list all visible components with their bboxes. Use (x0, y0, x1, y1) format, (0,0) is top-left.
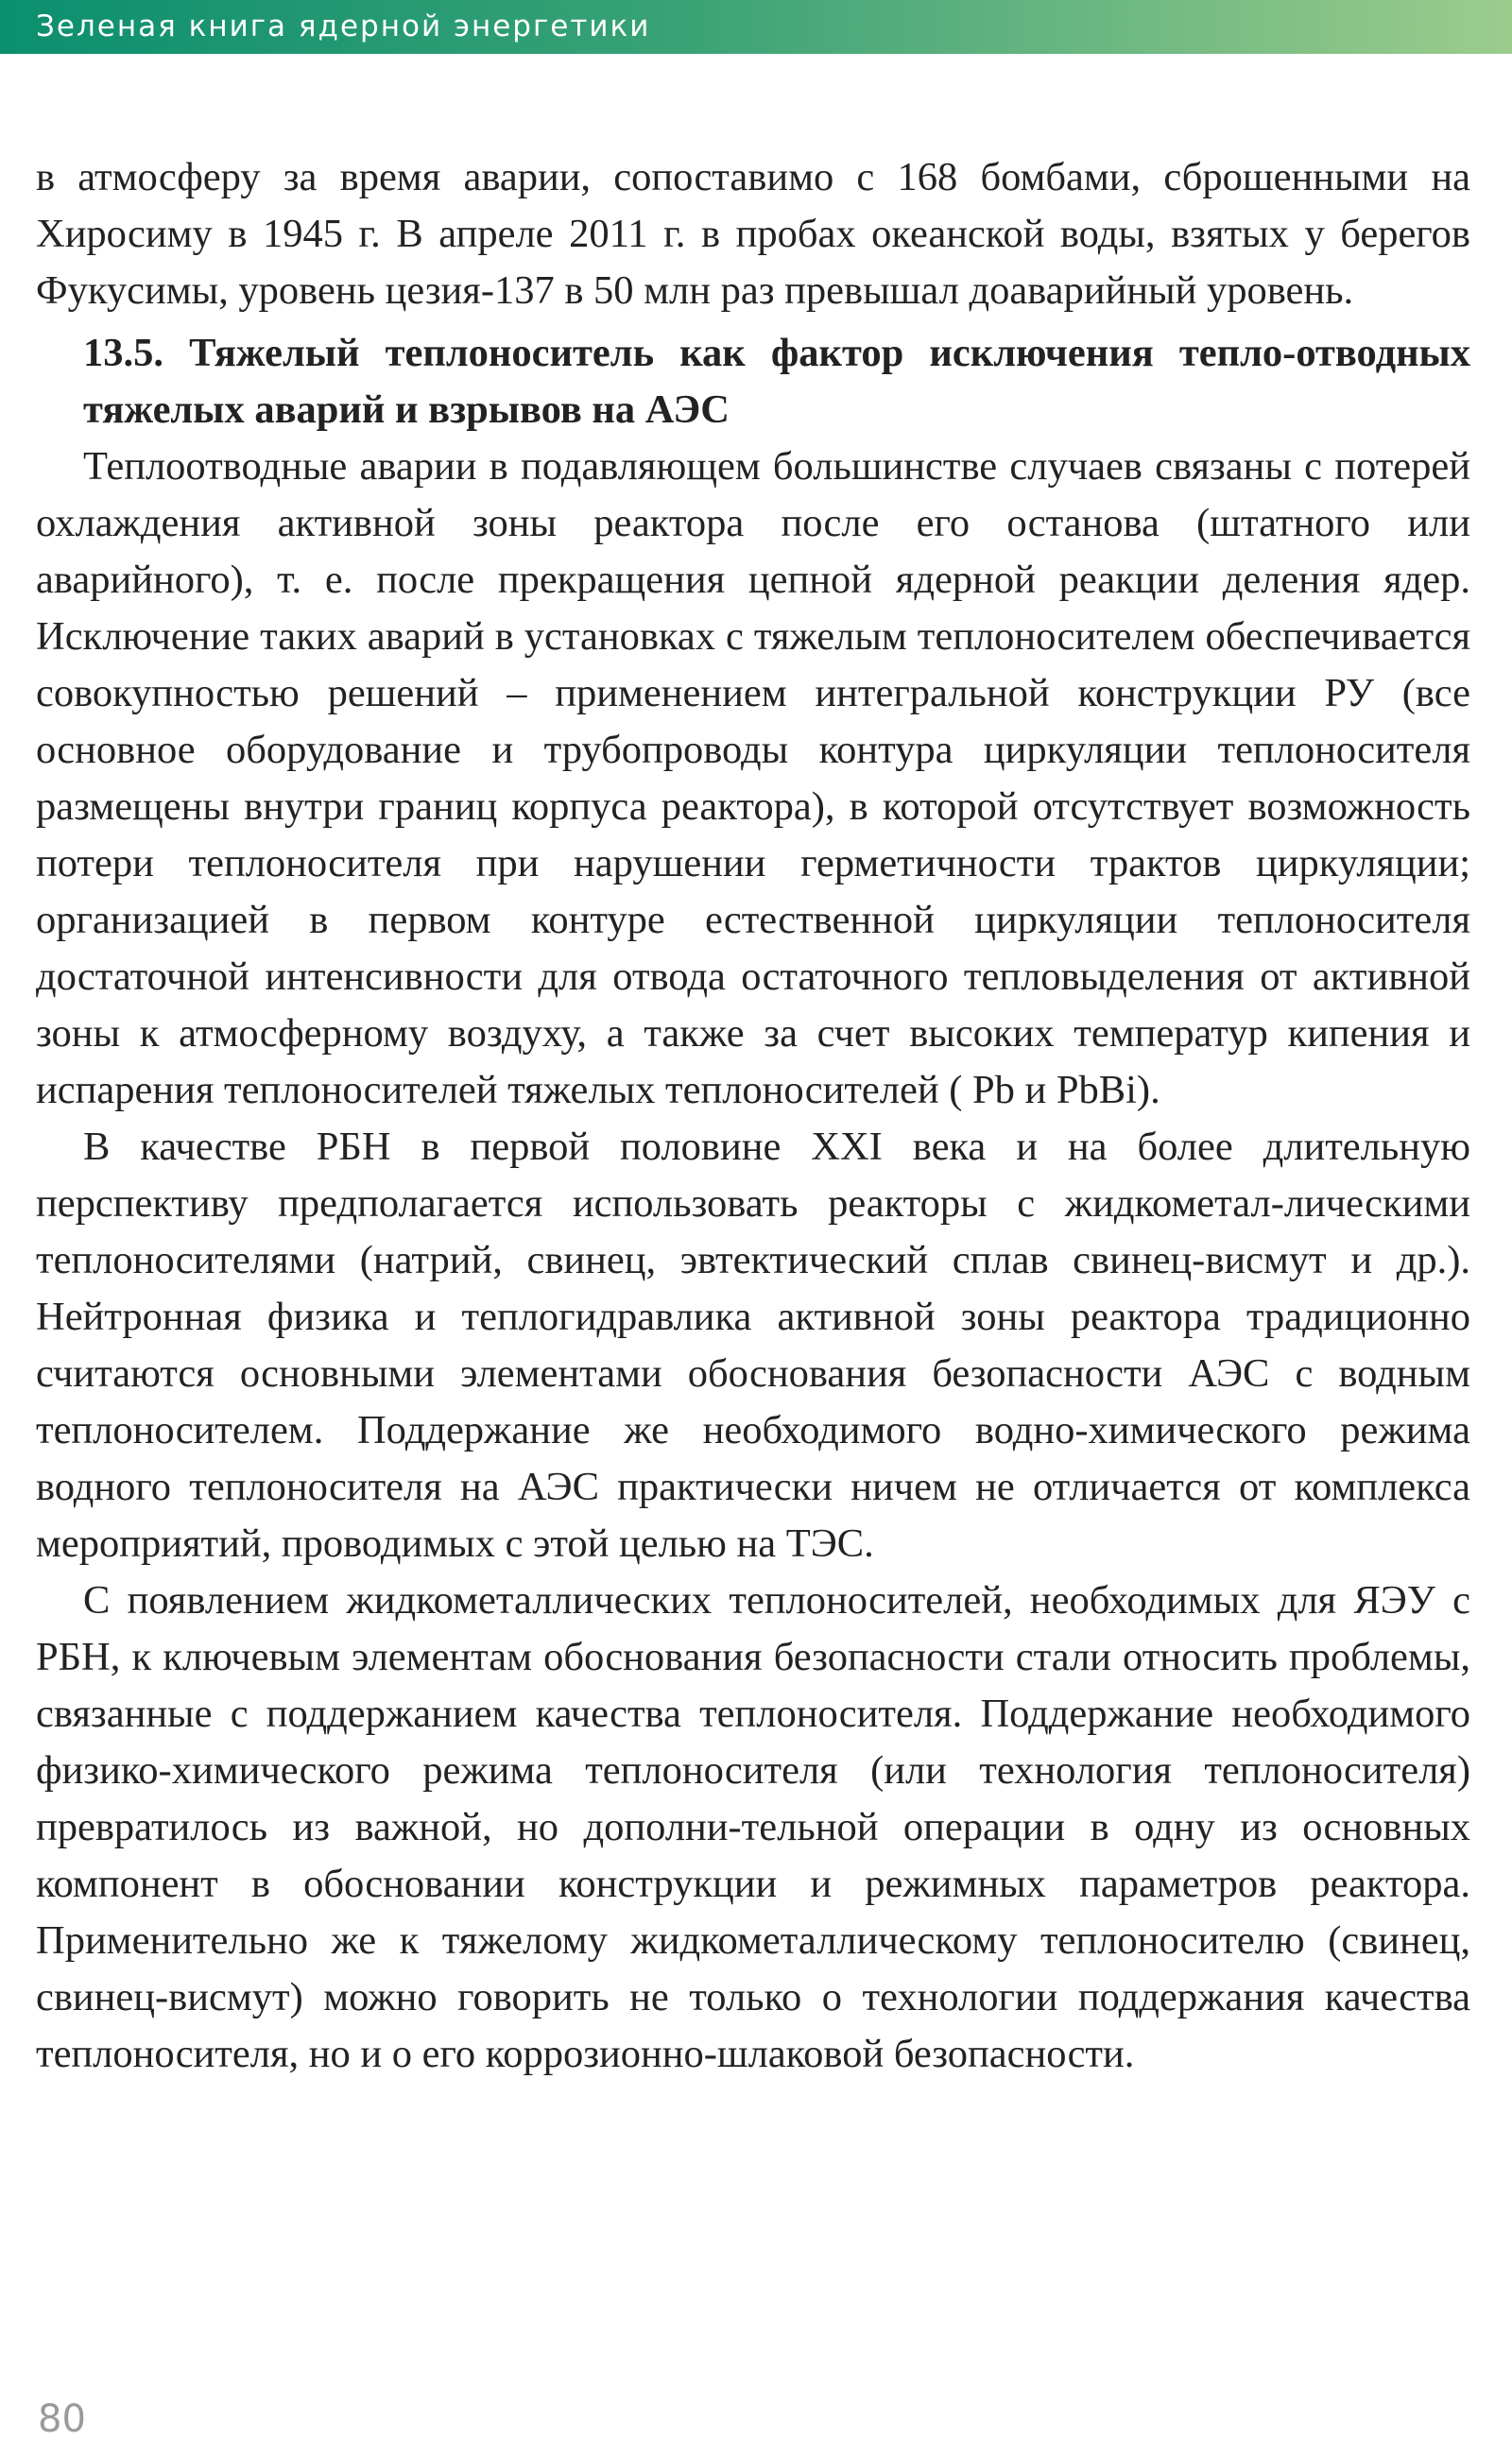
body-paragraph-2: В качестве РБН в первой половине XXI века и на более длительную перспективу предполагается использовать реакторы с жидкометал-лическими теплоносителями (натрий, свинец, эвтектический сплав свинец-висмут и др.). Нейтронная физика и теплогидравлика активной зоны реактора традиционно считаются основными элементами обоснования безопасности АЭС с водным теплоносителем. Поддержание же необходимого водно-химического режима водного теплоносителя на АЭС практически ничем не отличается от комплекса мероприятий, проводимых с этой целью на ТЭС. (36, 1125, 1470, 1566)
body-paragraph-3: С появлением жидкометаллических теплоносителей, необходимых для ЯЭУ с РБН, к ключевым элементам обоснования безопасности стали относить проблемы, связанные с поддержанием качества теплоносителя. Поддержание необходимого физико-химического режима теплоносителя (или технология теплоносителя) превратилось из важной, но дополни-тельной операции в одну из основных компонент в обосновании конструкции и режимных параметров реактора. Применительно же к тяжелому жидкометаллическому теплоносителю (свинец, свинец-висмут) можно говорить не только о технологии поддержания качества теплоносителя, но и о его коррозионно-шлаковой безопасности. (36, 1578, 1470, 2076)
page-body (36, 149, 1470, 2083)
page-number: 80 (38, 2397, 86, 2441)
section-heading: 13.5. Тяжелый теплоноситель как фактор исключения тепло-отводных тяжелых аварий и взрывов на АЭС (83, 331, 1470, 432)
intro-paragraph: в атмосферу за время аварии, сопоставимо с 168 бомбами, сброшенными на Хиросиму в 1945 г. В апреле 2011 г. в пробах океанской воды, взятых у берегов Фукусимы, уровень цезия-137 в 50 млн раз превышал доаварийный уровень. (36, 155, 1470, 313)
book-title: Зеленая книга ядерной энергетики (36, 9, 651, 43)
header-bar (0, 0, 1512, 54)
body-paragraph-1: Теплоотводные аварии в подавляющем большинстве случаев связаны с потерей охлаждения активной зоны реактора после его останова (штатного или аварийного), т. е. после прекращения цепной ядерной реакции деления ядер. Исключение таких аварий в установках с тяжелым теплоносителем обеспечивается совокупностью решений – применением интегральной конструкции РУ (все основное оборудование и трубопроводы контура циркуляции теплоносителя размещены внутри границ корпуса реактора), в которой отсутствует возможность потери теплоносителя при нарушении герметичности трактов циркуляции; организацией в первом контуре естественной циркуляции теплоносителя достаточной интенсивности для отвода остаточного тепловыделения от активной зоны к атмосферному воздуху, а также за счет высоких температур кипения и испарения теплоносителей тяжелых теплоносителей ( Pb и PbBi). (36, 444, 1470, 1112)
